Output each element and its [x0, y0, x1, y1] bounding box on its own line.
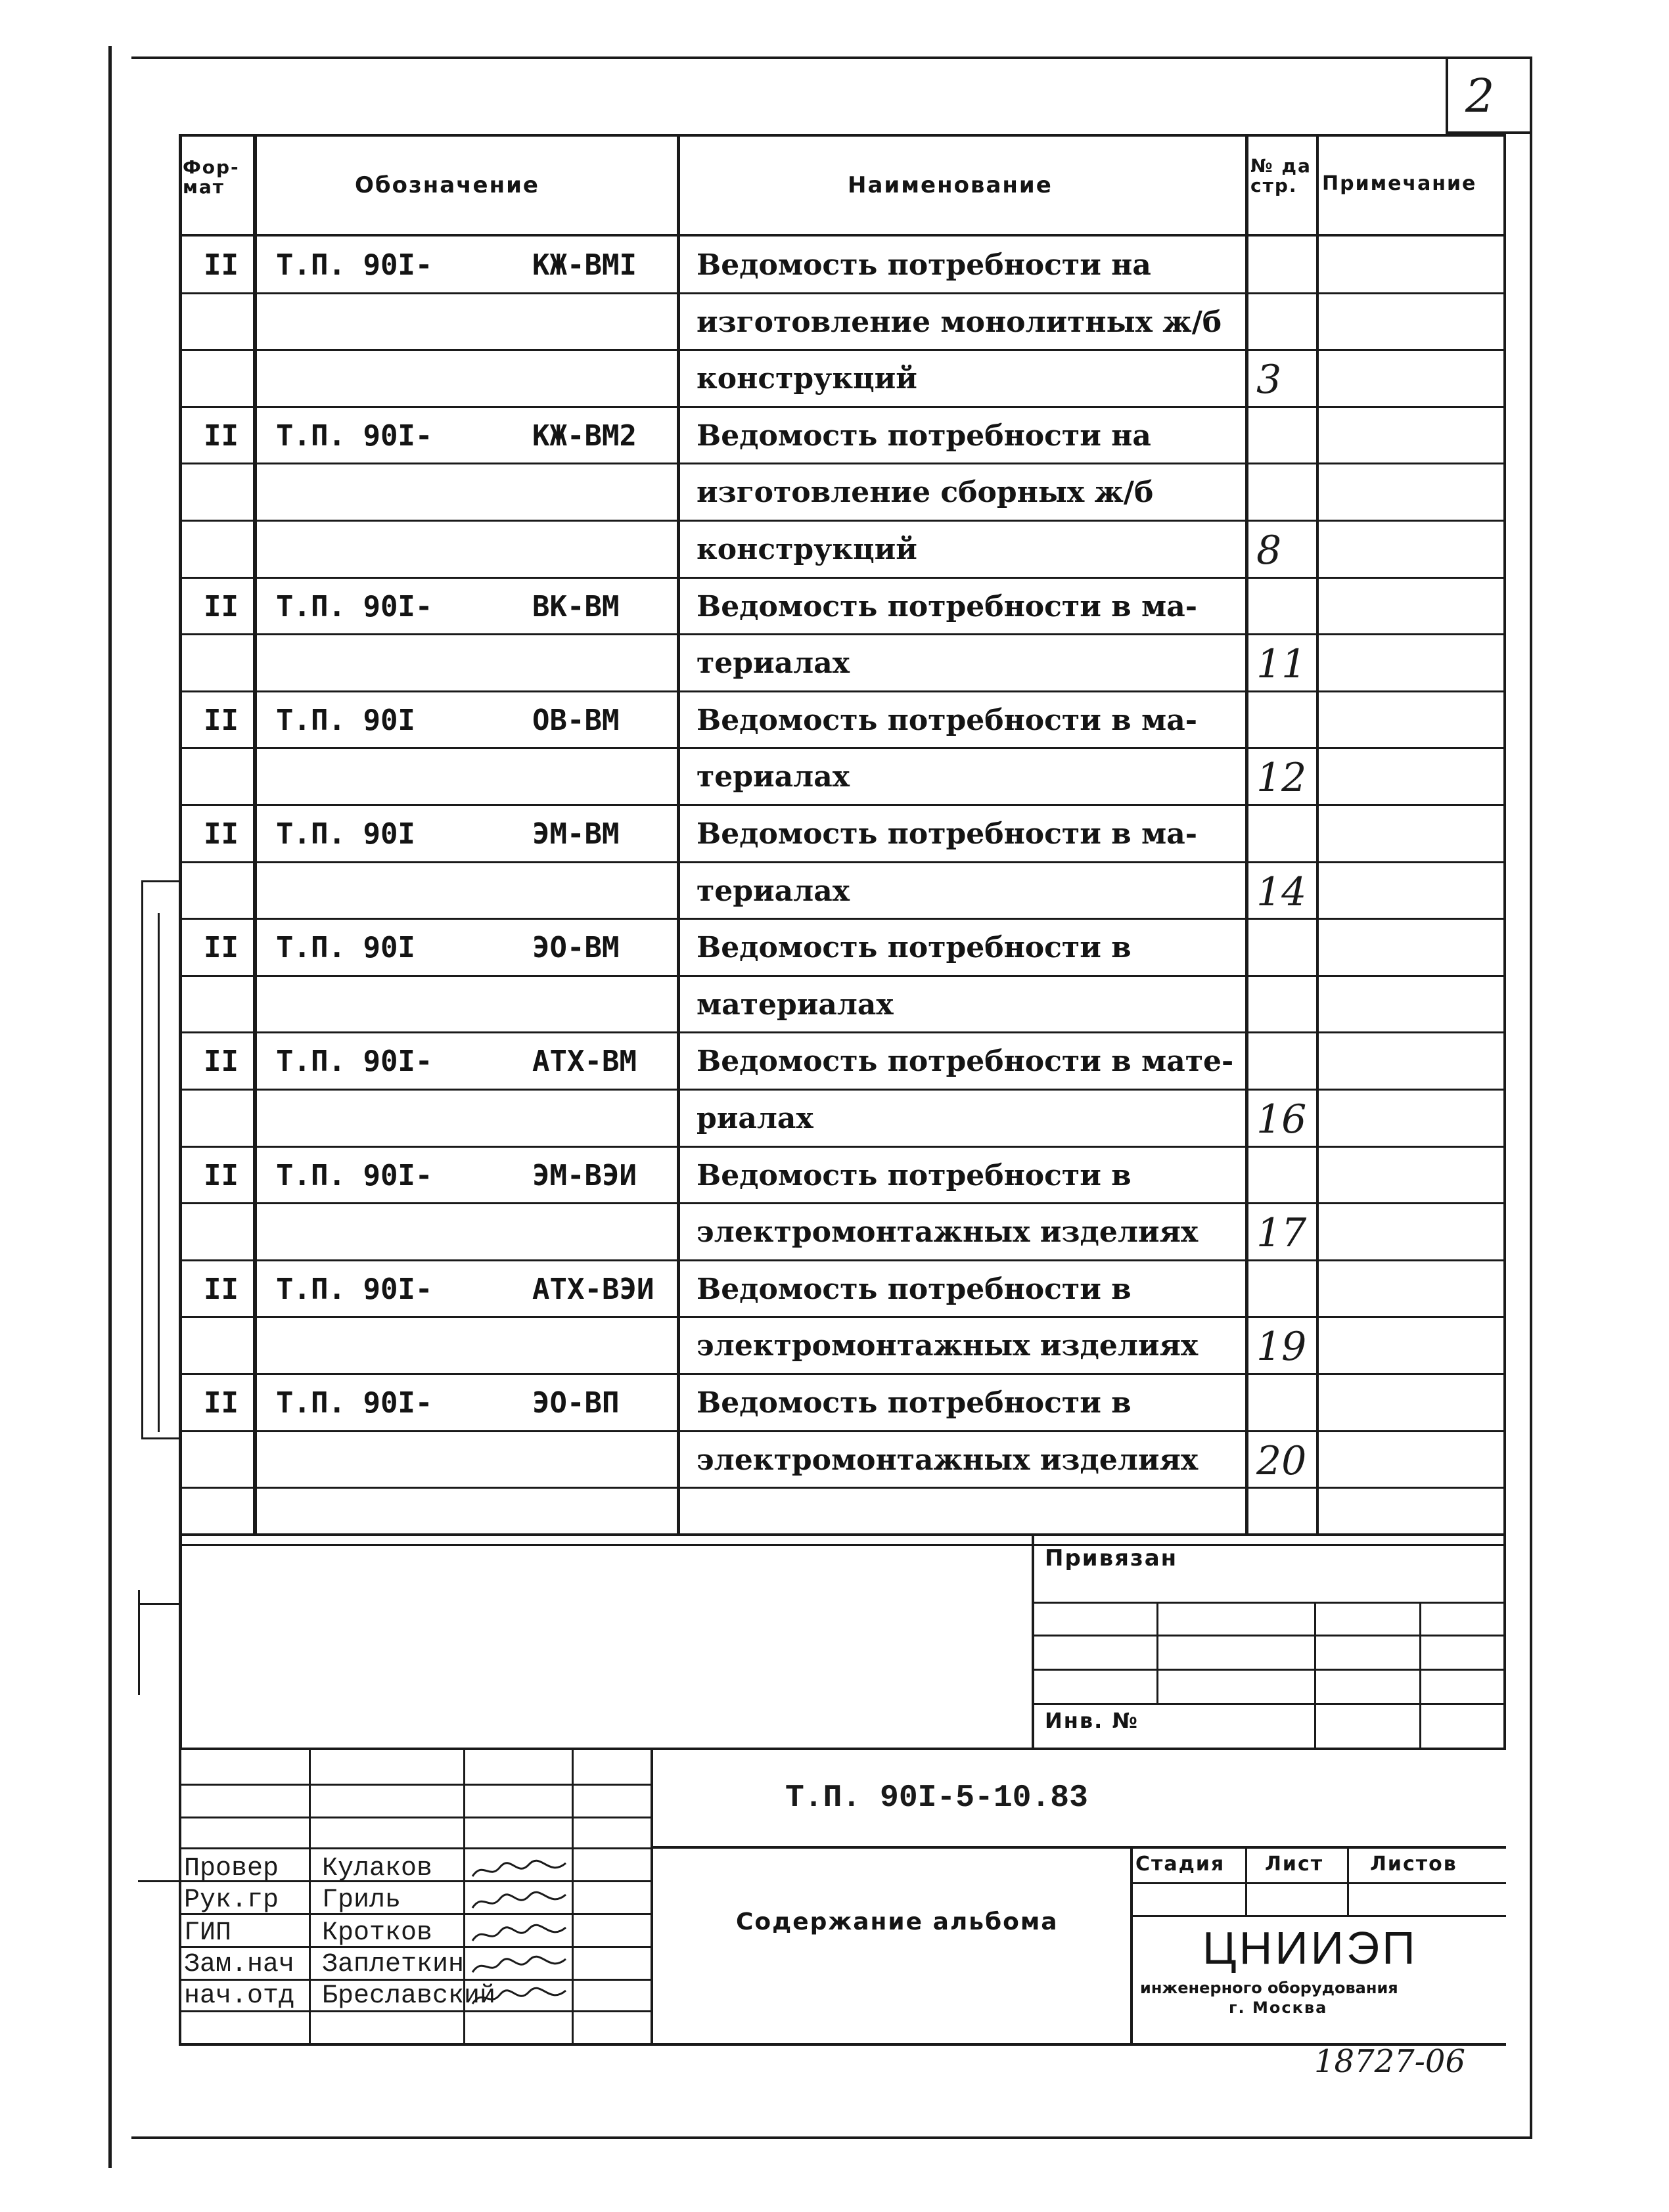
row-separator — [179, 1202, 1506, 1204]
cell-name: изготовление монолитных ж/б — [697, 305, 1222, 339]
cell-name: риалах — [697, 1102, 813, 1135]
cell-name: конструкций — [697, 533, 917, 566]
cell-designation-sub: КЖ-ВМI — [532, 248, 637, 282]
binding-grid-v3 — [1419, 1602, 1421, 1749]
table-right-border — [1503, 134, 1506, 1750]
cell-page: 17 — [1256, 1210, 1307, 1256]
cell-name: Ведомость потребности в ма- — [697, 590, 1198, 623]
sheets-label: Листов — [1370, 1853, 1457, 1876]
sig-row-3 — [179, 1847, 651, 1849]
row-separator — [179, 1544, 1506, 1546]
col-divider-designation — [677, 134, 680, 1533]
row-separator — [179, 1373, 1506, 1375]
cell-designation-sub: ЭО-ВП — [532, 1386, 620, 1420]
handwritten-signature — [470, 1985, 568, 2009]
header-bottom-line — [179, 234, 1506, 237]
cell-format: II — [204, 1273, 239, 1306]
cell-name: Ведомость потребности в мате- — [697, 1045, 1234, 1078]
frame-bottom-edge — [131, 2136, 1531, 2139]
row-separator — [179, 1487, 1506, 1489]
binding-grid-h2 — [1032, 1635, 1506, 1636]
row-separator — [179, 747, 1506, 749]
cell-name: териалах — [697, 760, 850, 794]
row-separator — [179, 1430, 1506, 1432]
cell-page: 19 — [1256, 1324, 1307, 1370]
title-block-code-bottom — [651, 1846, 1506, 1849]
margin-bracket-bottom — [141, 1437, 181, 1439]
cell-page: 8 — [1256, 528, 1282, 574]
binding-grid-h3 — [1032, 1669, 1506, 1671]
binding-grid-v2 — [1314, 1602, 1316, 1749]
title-block-sig-divider — [651, 1748, 653, 2046]
cell-designation-sub: ОВ-ВМ — [532, 704, 620, 737]
row-separator — [179, 1031, 1506, 1033]
binding-title: Привязан — [1045, 1545, 1178, 1571]
signature-role: Зам.нач — [184, 1950, 295, 1979]
cell-designation-sub: АТХ-ВЭИ — [532, 1273, 654, 1306]
cell-designation-code: Т.П. 90I — [276, 817, 415, 851]
cell-format: II — [204, 931, 239, 964]
cell-designation-code: Т.П. 90I- — [276, 419, 433, 453]
cell-name: териалах — [697, 646, 850, 680]
frame-right-edge — [1530, 56, 1532, 2139]
sig-row-1 — [179, 1784, 651, 1786]
archive-number: 18727-06 — [1314, 2043, 1465, 2080]
signature-name: Заплеткин — [322, 1950, 465, 1979]
handwritten-signature — [470, 1922, 568, 1946]
signature-name: Гриль — [322, 1885, 401, 1915]
cell-page: 14 — [1256, 869, 1307, 915]
org-sub: инженерного оборудования — [1140, 1979, 1398, 1997]
cell-name: изготовление сборных ж/б — [697, 476, 1154, 509]
title-block-stamp-h1 — [1130, 1882, 1506, 1884]
col-divider-name — [1245, 134, 1248, 1533]
row-separator — [179, 690, 1506, 692]
cell-page: 20 — [1256, 1438, 1307, 1484]
cell-designation-code: Т.П. 90I- — [276, 1159, 433, 1192]
doc-title: Содержание альбома — [736, 1908, 1059, 1935]
org-city: г. Москва — [1229, 1998, 1328, 2017]
binding-grid-h4 — [1032, 1703, 1506, 1705]
cell-designation-sub: КЖ-ВМ2 — [532, 419, 637, 453]
row-separator — [179, 633, 1506, 635]
cell-format: II — [204, 590, 239, 623]
cell-page: 12 — [1256, 755, 1307, 801]
cell-designation-code: Т.П. 90I — [276, 704, 415, 737]
title-block-stamp-v2 — [1347, 1846, 1349, 1917]
title-block-left — [179, 1748, 181, 2046]
sig-col-1 — [309, 1748, 311, 2046]
cell-name: Ведомость потребности в — [697, 1386, 1132, 1420]
signature-role: ГИП — [184, 1918, 232, 1948]
signature-name: Кулаков — [322, 1854, 433, 1884]
cell-format: II — [204, 1159, 239, 1192]
margin-tick-binding — [138, 1603, 181, 1605]
binding-grid-h1 — [1032, 1602, 1506, 1604]
handwritten-signature — [470, 1954, 568, 1977]
org-name: ЦНИИЭП — [1202, 1922, 1418, 1974]
signature-role: Провер — [184, 1854, 279, 1884]
cell-designation-code: Т.П. 90I — [276, 931, 415, 964]
cell-name: Ведомость потребности в ма- — [697, 817, 1198, 851]
title-block-stamp-left — [1130, 1846, 1133, 2046]
cell-name: электромонтажных изделиях — [697, 1215, 1199, 1249]
row-separator — [179, 577, 1506, 579]
title-block-stamp-h2 — [1130, 1915, 1506, 1917]
binding-inv-label: Инв. № — [1045, 1708, 1139, 1733]
row-separator — [179, 292, 1506, 294]
binding-grid-v1 — [1156, 1602, 1158, 1705]
sheet-label: Лист — [1265, 1853, 1324, 1876]
sig-row-2 — [179, 1817, 651, 1818]
cell-name: электромонтажных изделиях — [697, 1443, 1199, 1477]
col-divider-page — [1316, 134, 1319, 1533]
signature-role: нач.отд — [184, 1981, 295, 2011]
binding-left-border — [1032, 1536, 1034, 1749]
handwritten-signature — [470, 1889, 568, 1913]
signature-name: Бреславский — [322, 1981, 496, 2011]
cell-name: Ведомость потребности в — [697, 1159, 1132, 1192]
cell-name: Ведомость потребности в — [697, 931, 1132, 964]
cell-page: 11 — [1256, 641, 1307, 687]
row-separator — [179, 463, 1506, 464]
title-block-top — [179, 1748, 1506, 1750]
table-top-border — [179, 134, 1506, 137]
header-name: Наименование — [848, 172, 1053, 198]
title-block-stamp-v1 — [1245, 1846, 1247, 1917]
row-separator — [179, 861, 1506, 863]
margin-bracket-inner — [158, 913, 160, 1432]
col-divider-format — [253, 134, 257, 1533]
row-separator — [179, 975, 1506, 977]
cell-name: материалах — [697, 988, 894, 1022]
row-separator — [179, 918, 1506, 920]
header-format — [183, 158, 252, 197]
header-page — [1250, 156, 1315, 196]
cell-format: II — [204, 1386, 239, 1420]
sheet-number-box-left — [1446, 59, 1448, 135]
row-separator — [179, 520, 1506, 522]
header-format-label: Фор-мат — [183, 156, 240, 198]
table-body-bottom — [179, 1533, 1506, 1536]
cell-format: II — [204, 817, 239, 851]
frame-left-edge — [108, 46, 112, 2168]
cell-name: электромонтажных изделиях — [697, 1329, 1199, 1363]
sheet-number: 2 — [1465, 69, 1495, 123]
doc-code: Т.П. 90I-5-10.83 — [785, 1780, 1088, 1816]
cell-designation-code: Т.П. 90I- — [276, 590, 433, 623]
cell-designation-sub: ЭО-ВМ — [532, 931, 620, 964]
header-note: Примечание — [1322, 172, 1477, 195]
cell-format: II — [204, 248, 239, 282]
stage-label: Стадия — [1135, 1853, 1225, 1876]
cell-designation-sub: ЭМ-ВЭИ — [532, 1159, 637, 1192]
cell-name: териалах — [697, 874, 850, 908]
cell-designation-code: Т.П. 90I- — [276, 1045, 433, 1078]
cell-format: II — [204, 704, 239, 737]
frame-top-edge — [131, 56, 1531, 59]
signature-name: Кротков — [322, 1918, 433, 1948]
cell-designation-sub: ВК-ВМ — [532, 590, 620, 623]
row-separator — [179, 804, 1506, 806]
sig-col-3 — [572, 1748, 574, 2046]
cell-name: Ведомость потребности на — [697, 419, 1151, 453]
row-separator — [179, 1259, 1506, 1261]
cell-designation-sub: ЭМ-ВМ — [532, 817, 620, 851]
title-block-bottom — [179, 2043, 1506, 2046]
cell-designation-code: Т.П. 90I- — [276, 1386, 433, 1420]
row-separator — [179, 1146, 1506, 1148]
cell-name: Ведомость потребности в — [697, 1273, 1132, 1306]
cell-page: 16 — [1256, 1096, 1307, 1142]
row-separator — [179, 349, 1506, 351]
header-designation: Обозначение — [355, 172, 539, 198]
cell-designation-code: Т.П. 90I- — [276, 248, 433, 282]
cell-format: II — [204, 419, 239, 453]
cell-designation-sub: АТХ-ВМ — [532, 1045, 637, 1078]
row-separator — [179, 1316, 1506, 1318]
cell-name: Ведомость потребности в ма- — [697, 704, 1198, 737]
cell-page: 3 — [1256, 357, 1282, 403]
signature-role: Рук.гр — [184, 1885, 279, 1915]
margin-bracket-vertical — [141, 880, 143, 1439]
row-separator — [179, 1089, 1506, 1091]
cell-name: конструкций — [697, 362, 917, 395]
header-page-label: № да стр. — [1250, 155, 1312, 196]
cell-name: Ведомость потребности на — [697, 248, 1151, 282]
table-left-border — [179, 134, 182, 1750]
row-separator — [179, 406, 1506, 408]
cell-designation-code: Т.П. 90I- — [276, 1273, 433, 1306]
margin-tick-binding-v — [138, 1590, 140, 1695]
margin-bracket-top — [141, 880, 181, 882]
handwritten-signature — [470, 1858, 568, 1882]
cell-format: II — [204, 1045, 239, 1078]
